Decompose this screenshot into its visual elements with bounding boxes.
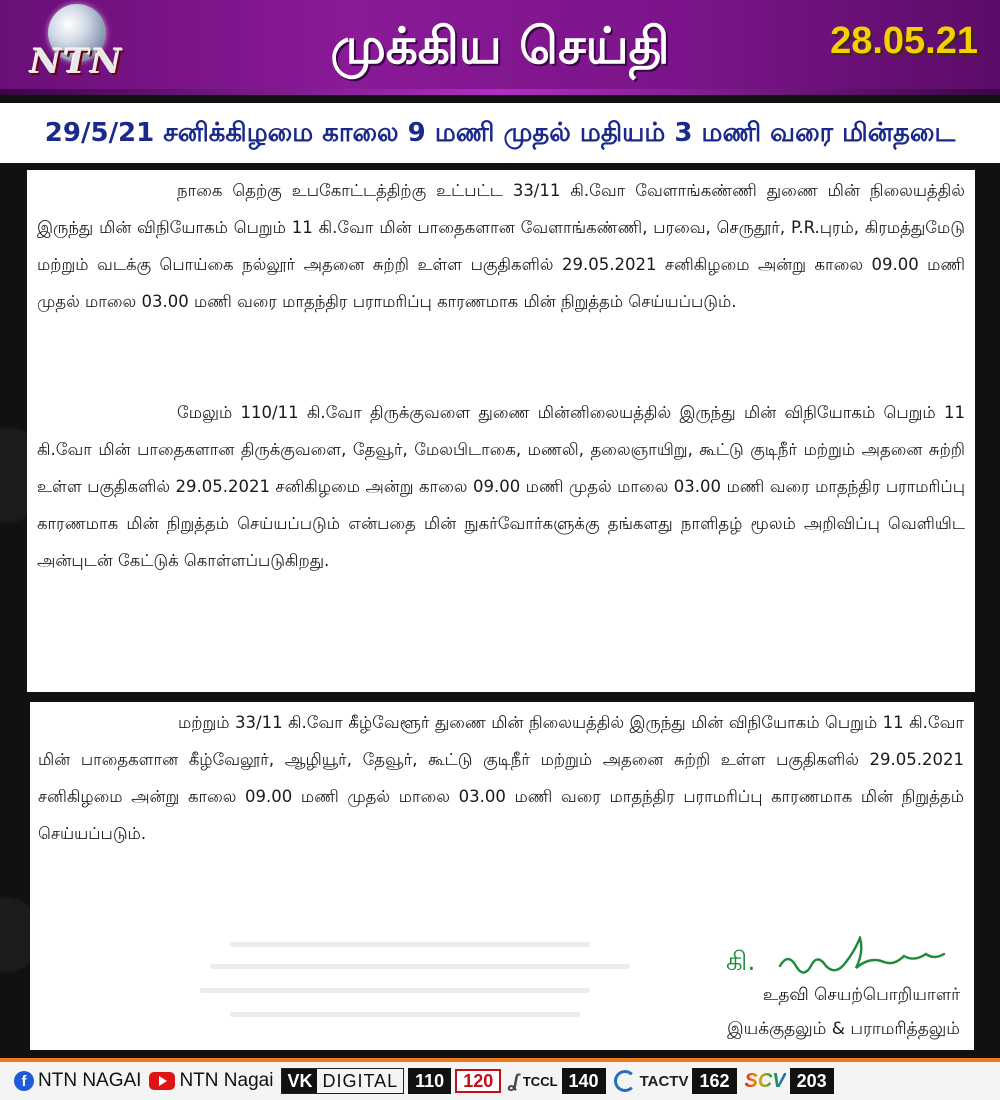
notice-document-upper — [27, 170, 975, 692]
notice-paragraph: மற்றும் 33/11 கி.வோ கீழ்வேளூர் துணை மின் நிலையத்தில் இருந்து மின் விநியோகம் பெறும் 11 கி.வோ மின் பாதைகளான கீழ்வேலூர், ஆழியூர், தேவூர், கூட்டு குடிநீர் மற்றும் அதனை சுற்றி உள்ள பகுதிகளில் 29.05.2021 சனிகிழமை அன்று காலை 09.00 மணி முதல் மாலை 03.00 மணி வரை மாதந்திர பராமரிப்பு காரணமாக மின் நிறுத்தம் செய்யப்படும். — [38, 713, 964, 843]
youtube-link[interactable] — [149, 1070, 273, 1092]
svg-text:கி.: கி. — [726, 947, 756, 977]
faded-text-line — [200, 988, 590, 993]
logo-text: NTN — [30, 42, 124, 82]
footer-channel-bar — [0, 1058, 1000, 1100]
sub-headline: 29/5/21 சனிக்கிழமை காலை 9 மணி முதல் மதியம் 3 மணி வரை மின்தடை — [0, 103, 1000, 163]
date: 28.05.21 — [830, 20, 978, 62]
faded-text-line — [230, 1012, 580, 1017]
scv-channel — [745, 1068, 834, 1094]
tccl-channel — [509, 1068, 605, 1094]
notice-paragraph: நாகை தெற்கு உபகோட்டத்திற்கு உட்பட்ட 33/11 கி.வோ வேளாங்கண்ணி துணை மின் நிலையத்தில் இருந்து மின் விநியோகம் பெறும் 11 கி.வோ மின் பாதைகளான வேளாங்கண்ணி, பரவை, செருதூர், P.R.புரம், கிரமத்துமேடு மற்றும் வடக்கு பொய்கை நல்லூர் அதனை சுற்றி உள்ள பகுதிகளில் 29.05.2021 சனிகிழமை அன்று காலை 09.00 மணி முதல் மாலை 03.00 மணி வரை மாதந்திர பராமரிப்பு காரணமாக மின் நிறுத்தம் செய்யப்படும். — [37, 181, 965, 311]
tccl-logo-icon: ʆ — [509, 1070, 519, 1091]
youtube-icon — [149, 1072, 175, 1090]
vk-digital-channel — [281, 1068, 501, 1094]
faded-text-line — [210, 964, 630, 969]
ntn-logo — [18, 4, 136, 88]
channel-number: 120 — [455, 1069, 501, 1093]
tccl-label: TCCL — [522, 1073, 558, 1089]
facebook-label: NTN NAGAI — [38, 1070, 142, 1091]
tactv-channel — [614, 1068, 737, 1094]
scv-logo: SCV — [744, 1069, 786, 1092]
header-banner — [0, 0, 1000, 95]
youtube-label: NTN Nagai — [179, 1070, 274, 1091]
notice-document-lower — [30, 702, 974, 1050]
signatory-department: இயக்குதலும் & பராமரித்தலும் — [727, 1019, 960, 1039]
signatory-title: உதவி செயற்பொறியாளர் — [762, 985, 960, 1005]
channel-number: 110 — [408, 1068, 451, 1094]
notice-paragraph: மேலும் 110/11 கி.வோ திருக்குவளை துணை மின்னிலையத்தில் இருந்து மின் விநியோகம் பெறும் 11 கி.வோ மின் பாதைகளான திருக்குவளை, தேவூர், மேலபிடாகை, மணலி, தலைஞாயிறு, கூட்டு குடிநீர் மற்றும் அதனை சுற்றி உள்ள பகுதிகளில் 29.05.2021 சனிகிழமை அன்று காலை 09.00 மணி முதல் மாலை 03.00 மணி வரை மாதந்திர பராமரிப்பு காரணமாக மின் நிறுத்தம் செய்யப்படும் என்பதை மின் நுகர்வோர்களுக்கு தங்களது நாளிதழ் மூலம் அறிவிப்பு வெளியிட அன்புடன் கேட்டுக் கொள்ளப்படுகிறது. — [37, 403, 965, 570]
headline: முக்கிய செய்தி — [330, 17, 670, 75]
faded-text-line — [230, 942, 590, 947]
facebook-link[interactable] — [14, 1070, 141, 1092]
facebook-icon: f — [14, 1071, 34, 1091]
channel-number: 140 — [562, 1068, 606, 1094]
vk-digital-logo: VK DIGITAL — [281, 1068, 404, 1094]
channel-number: 162 — [692, 1068, 736, 1094]
channel-number: 203 — [790, 1068, 834, 1094]
tactv-logo-icon — [614, 1070, 636, 1092]
tactv-label: TACTV — [639, 1072, 689, 1090]
handwritten-signature — [720, 936, 970, 986]
